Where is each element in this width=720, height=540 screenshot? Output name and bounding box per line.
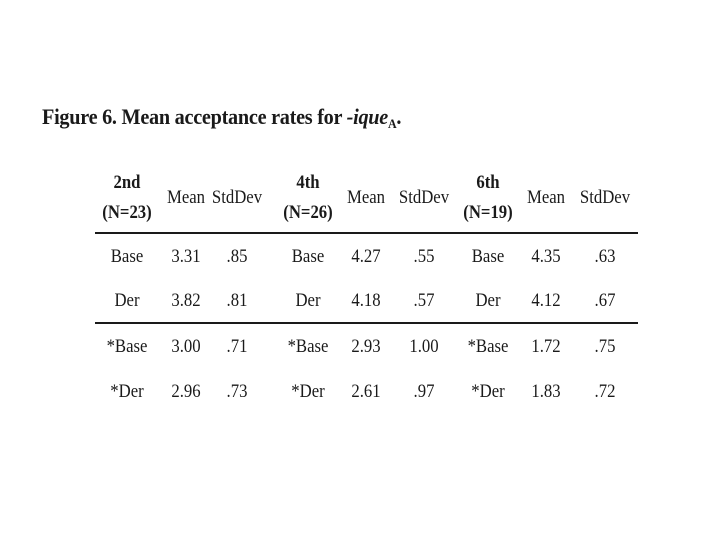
caption-prefix: Figure 6. Mean acceptance rates for (42, 104, 347, 129)
row-label: Base (291, 246, 325, 267)
stddev-value: .73 (226, 381, 248, 402)
mean-column-header: Mean (166, 187, 206, 208)
group-grade-header: 2nd (113, 172, 141, 193)
row-label: Base (110, 246, 144, 267)
stddev-value: .97 (413, 381, 435, 402)
stddev-value: .67 (594, 290, 616, 311)
mean-value: 4.35 (531, 246, 561, 267)
group-grade-header: 6th (476, 172, 500, 193)
mean-value: 3.31 (171, 246, 201, 267)
section-rule (95, 322, 638, 324)
mean-value: 2.61 (351, 381, 381, 402)
stddev-column-header: StdDev (398, 187, 450, 208)
row-label: Der (295, 290, 321, 311)
header-rule (95, 232, 638, 234)
stddev-value: .81 (226, 290, 248, 311)
stddev-value: .71 (226, 336, 248, 357)
mean-value: 1.72 (531, 336, 561, 357)
row-label: *Der (291, 381, 325, 402)
row-label: *Der (471, 381, 505, 402)
mean-value: 2.93 (351, 336, 381, 357)
mean-value: 3.00 (171, 336, 201, 357)
row-label: Base (471, 246, 505, 267)
stddev-value: .55 (413, 246, 435, 267)
caption-end: . (396, 104, 402, 129)
stddev-value: 1.00 (409, 336, 439, 357)
group-grade-header: 4th (296, 172, 320, 193)
group-n-header: (N=19) (463, 202, 513, 223)
mean-value: 4.18 (351, 290, 381, 311)
group-n-header: (N=26) (283, 202, 333, 223)
mean-value: 2.96 (171, 381, 201, 402)
stddev-value: .75 (594, 336, 616, 357)
stddev-value: .85 (226, 246, 248, 267)
mean-column-header: Mean (346, 187, 386, 208)
group-n-header: (N=23) (102, 202, 152, 223)
mean-column-header: Mean (526, 187, 566, 208)
stddev-value: .72 (594, 381, 616, 402)
row-label: Der (475, 290, 501, 311)
stddev-column-header: StdDev (579, 187, 631, 208)
row-label: *Base (106, 336, 148, 357)
row-label: *Base (287, 336, 329, 357)
mean-value: 1.83 (531, 381, 561, 402)
stddev-column-header: StdDev (211, 187, 263, 208)
mean-value: 4.27 (351, 246, 381, 267)
row-label: *Base (467, 336, 509, 357)
row-label: Der (114, 290, 140, 311)
stddev-value: .63 (594, 246, 616, 267)
figure-caption (42, 104, 401, 132)
row-label: *Der (110, 381, 144, 402)
mean-value: 3.82 (171, 290, 201, 311)
stddev-value: .57 (413, 290, 435, 311)
caption-subscript: A (387, 116, 397, 131)
mean-value: 4.12 (531, 290, 561, 311)
caption-suffix: -ique (346, 104, 388, 129)
